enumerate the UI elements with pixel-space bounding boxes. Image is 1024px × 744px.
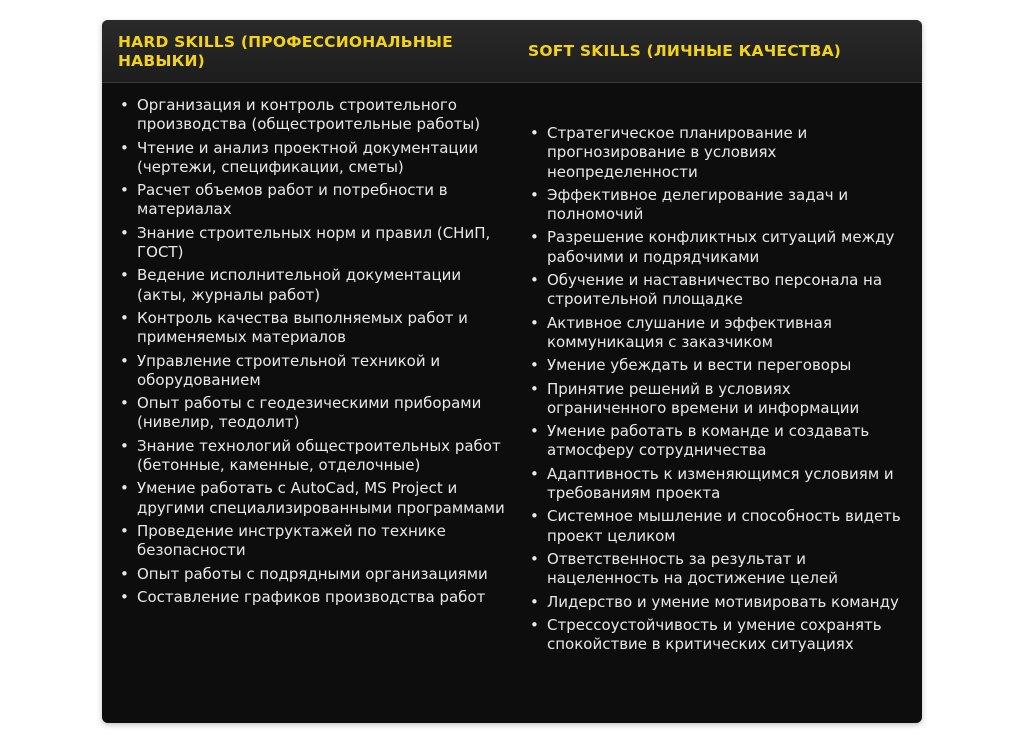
soft-skills-heading: SOFT SKILLS (ЛИЧНЫЕ КАЧЕСТВА) <box>528 42 842 60</box>
hard-skills-list <box>118 96 508 611</box>
bullet-icon: • <box>530 379 539 398</box>
bullet-icon: • <box>530 592 539 611</box>
list-item-text: Проведение инструктажей по технике безопасности <box>137 521 446 560</box>
skills-table <box>102 20 922 723</box>
soft-skills-list <box>528 124 913 658</box>
bullet-icon: • <box>530 422 539 441</box>
hard-skills-heading: HARD SKILLS (ПРОФЕССИОНАЛЬНЫЕ НАВЫКИ) <box>118 33 453 70</box>
list-item-text: Принятие решений в условиях ограниченного времени и информации <box>547 379 860 417</box>
table-header <box>102 20 922 83</box>
list-item <box>528 228 913 267</box>
bullet-icon: • <box>120 138 129 157</box>
list-item <box>118 266 508 305</box>
list-item <box>118 139 508 178</box>
bullet-icon: • <box>120 223 129 242</box>
bullet-icon: • <box>120 96 129 114</box>
bullet-icon: • <box>530 271 539 290</box>
list-item-text: Умение убеждать и вести переговоры <box>547 356 852 375</box>
list-item-text: Адаптивность к изменяющимся условиям и требованиям проекта <box>547 464 894 503</box>
list-item <box>528 356 913 375</box>
list-item <box>118 224 508 263</box>
bullet-icon: • <box>120 521 129 540</box>
bullet-icon: • <box>530 228 539 247</box>
list-item-text: Знание строительных норм и правил (СНиП, ГОСТ) <box>137 223 491 262</box>
list-item <box>118 309 508 348</box>
list-item-text: Активное слушание и эффективная коммуникация с заказчиком <box>547 313 832 351</box>
list-item <box>118 522 508 561</box>
list-item-text: Разрешение конфликтных ситуаций между рабочими и подрядчиками <box>547 228 895 266</box>
list-item-text: Контроль качества выполняемых работ и применяемых материалов <box>137 308 468 347</box>
list-item <box>118 588 508 607</box>
list-item <box>118 96 508 135</box>
list-item-text: Организация и контроль строительного производства (общестроительные работы) <box>137 96 481 134</box>
list-item <box>528 380 913 419</box>
list-item-text: Системное мышление и способность видеть проект целиком <box>547 507 901 545</box>
bullet-icon: • <box>120 351 129 370</box>
list-item <box>118 181 508 220</box>
list-item-text: Стрессоустойчивость и умение сохранять спокойствие в критических ситуациях <box>547 615 882 654</box>
list-item <box>118 352 508 391</box>
bullet-icon: • <box>120 587 129 606</box>
bullet-icon: • <box>120 436 129 455</box>
bullet-icon: • <box>530 507 539 526</box>
list-item <box>528 465 913 504</box>
list-item <box>118 565 508 584</box>
bullet-icon: • <box>530 356 539 375</box>
bullet-icon: • <box>120 308 129 327</box>
list-item-text: Ведение исполнительной документации (акты, журналы работ) <box>137 266 462 304</box>
list-item-text: Опыт работы с геодезическими приборами (нивелир, теодолит) <box>137 394 482 432</box>
list-item-text: Ответственность за результат и нацеленность на достижение целей <box>547 549 838 588</box>
list-item <box>118 437 508 476</box>
bullet-icon: • <box>120 266 129 285</box>
bullet-icon: • <box>530 124 539 142</box>
list-item-text: Расчет объемов работ и потребности в материалах <box>137 181 448 219</box>
bullet-icon: • <box>530 464 539 483</box>
list-item <box>528 422 913 461</box>
bullet-icon: • <box>530 549 539 568</box>
bullet-icon: • <box>530 615 539 634</box>
list-item-text: Опыт работы с подрядными организациями <box>137 564 488 583</box>
list-item-text: Составление графиков производства работ <box>137 587 486 606</box>
list-item <box>528 593 913 612</box>
list-item <box>528 507 913 546</box>
list-item <box>528 550 913 589</box>
bullet-icon: • <box>120 564 129 583</box>
list-item-text: Чтение и анализ проектной документации (чертежи, спецификации, сметы) <box>137 138 479 176</box>
list-item-text: Лидерство и умение мотивировать команду <box>547 592 899 611</box>
bullet-icon: • <box>530 185 539 204</box>
list-item-text: Умение работать с AutoCad, MS Project и другими специализированными программами <box>137 479 505 517</box>
list-item-text: Умение работать в команде и создавать атмосферу сотрудничества <box>547 422 870 460</box>
list-item <box>528 186 913 225</box>
bullet-icon: • <box>120 181 129 200</box>
list-item <box>118 479 508 518</box>
list-item <box>528 271 913 310</box>
list-item-text: Эффективное делегирование задач и полномочий <box>547 185 849 224</box>
list-item-text: Управление строительной техникой и оборудованием <box>137 351 441 389</box>
list-item <box>118 394 508 433</box>
list-item-text: Обучение и наставничество персонала на строительной площадке <box>547 271 883 309</box>
list-item-text: Знание технологий общестроительных работ (бетонные, каменные, отделочные) <box>137 436 501 475</box>
list-item <box>528 124 913 182</box>
list-item <box>528 616 913 655</box>
bullet-icon: • <box>530 313 539 332</box>
bullet-icon: • <box>120 479 129 498</box>
list-item <box>528 314 913 353</box>
list-item-text: Стратегическое планирование и прогнозирование в условиях неопределенности <box>547 124 808 181</box>
bullet-icon: • <box>120 394 129 413</box>
